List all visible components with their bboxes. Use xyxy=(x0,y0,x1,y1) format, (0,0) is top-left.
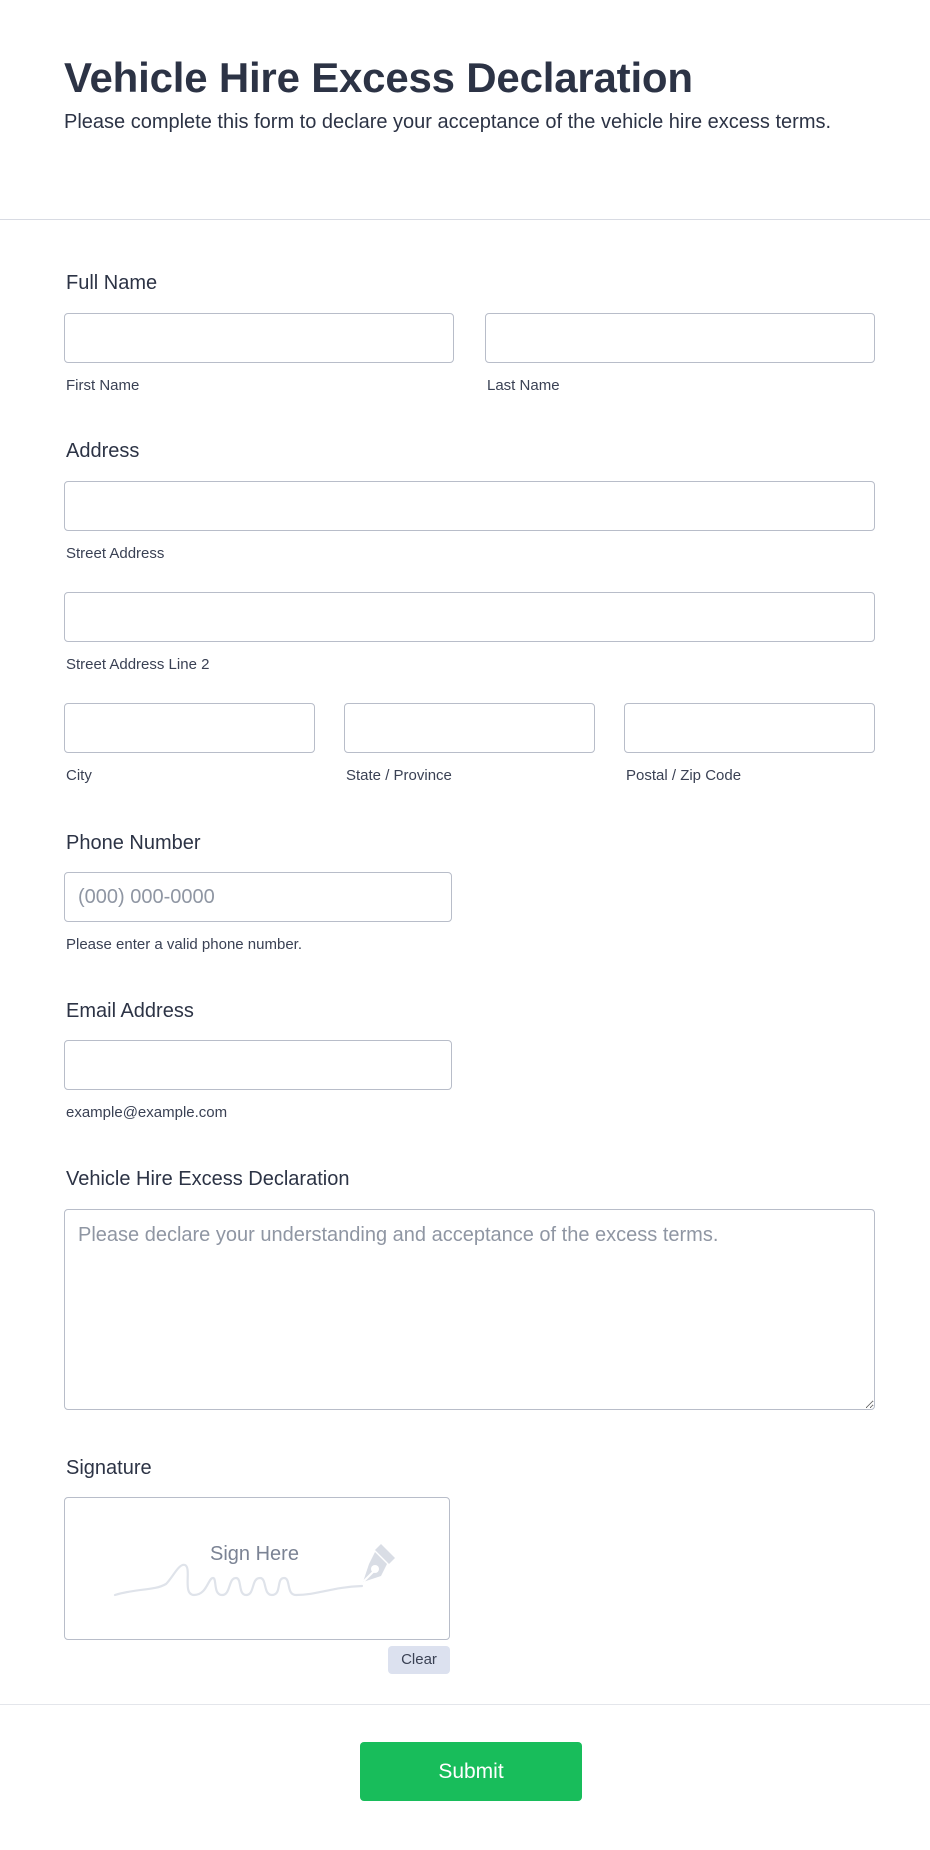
signature-pad[interactable] xyxy=(64,1497,450,1640)
first-name-input[interactable] xyxy=(64,313,454,363)
full-name-label: Full Name xyxy=(66,272,158,294)
street-address-sublabel: Street Address xyxy=(66,545,165,562)
address-label: Address xyxy=(66,440,140,462)
form-title: Vehicle Hire Excess Declaration xyxy=(64,54,693,101)
form-header xyxy=(0,0,930,220)
last-name-sublabel: Last Name xyxy=(487,377,560,394)
street-address-input[interactable] xyxy=(64,481,875,531)
state-province-sublabel: State / Province xyxy=(346,767,452,784)
phone-number-input[interactable] xyxy=(64,872,452,922)
street-address-line2-input[interactable] xyxy=(64,592,875,642)
phone-number-label: Phone Number xyxy=(66,832,201,854)
email-address-input[interactable] xyxy=(64,1040,452,1090)
declaration-label: Vehicle Hire Excess Declaration xyxy=(66,1168,350,1190)
declaration-textarea[interactable] xyxy=(64,1209,875,1410)
footer-divider xyxy=(0,1704,930,1705)
phone-number-sublabel: Please enter a valid phone number. xyxy=(66,936,302,953)
postal-zip-code-sublabel: Postal / Zip Code xyxy=(626,767,742,784)
form-subtitle: Please complete this form to declare your acceptance of the vehicle hire excess terms. xyxy=(64,111,832,133)
first-name-sublabel: First Name xyxy=(66,377,140,394)
pen-nib-icon xyxy=(351,1540,399,1588)
state-province-input[interactable] xyxy=(344,703,595,753)
city-input[interactable] xyxy=(64,703,315,753)
sign-here-text: Sign Here xyxy=(210,1543,299,1565)
postal-zip-code-input[interactable] xyxy=(624,703,875,753)
street-address-line2-sublabel: Street Address Line 2 xyxy=(66,656,210,673)
last-name-input[interactable] xyxy=(485,313,875,363)
email-address-label: Email Address xyxy=(66,1000,194,1022)
city-sublabel: City xyxy=(66,767,92,784)
clear-signature-button[interactable]: Clear xyxy=(388,1646,450,1674)
signature-label: Signature xyxy=(66,1457,152,1479)
email-address-sublabel: example@example.com xyxy=(66,1104,228,1121)
submit-button[interactable]: Submit xyxy=(360,1742,582,1801)
